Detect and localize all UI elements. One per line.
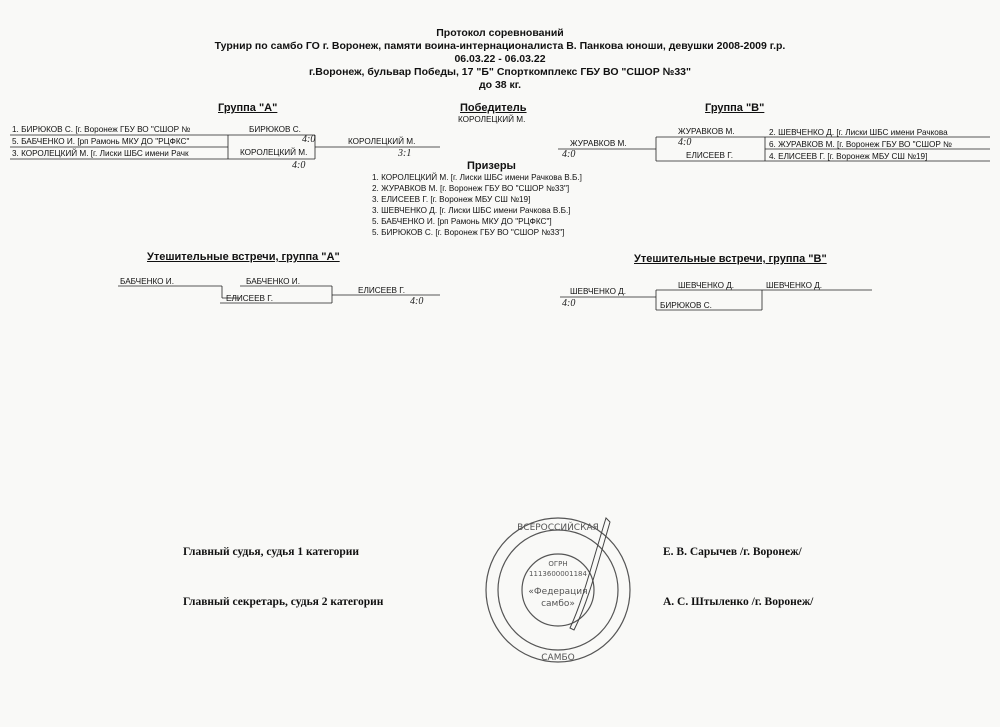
group-a-r1-winner-top: БИРЮКОВ С. bbox=[249, 125, 301, 134]
prize-3a: 3. ЕЛИСЕЕВ Г. [г. Воронеж МБУ СШ №19] bbox=[372, 195, 531, 204]
winner-name: КОРОЛЕЦКИЙ М. bbox=[458, 115, 526, 124]
chief-judge-role: Главный судья, судья 1 категории bbox=[183, 546, 359, 558]
consolation-b-score: 4:0 bbox=[562, 298, 576, 309]
group-b-final-score: 4:0 bbox=[562, 149, 576, 160]
consolation-a-score: 4:0 bbox=[410, 296, 424, 307]
group-a-final-score: 3:1 bbox=[398, 148, 412, 159]
group-b-final: ЖУРАВКОВ М. bbox=[570, 139, 627, 148]
group-a-r1-winner-bottom: КОРОЛЕЦКИЙ М. bbox=[240, 148, 308, 157]
dates: 06.03.22 - 06.03.22 bbox=[454, 53, 546, 65]
consolation-a-p1: БАБЧЕНКО И. bbox=[120, 277, 174, 286]
group-b-title: Группа "В" bbox=[705, 102, 765, 114]
group-a-r1-score-bottom: 4:0 bbox=[292, 160, 306, 171]
prizes-title: Призеры bbox=[467, 160, 516, 172]
prize-5a: 5. БАБЧЕНКО И. [рп Рамонь МКУ ДО "РЦФКС"] bbox=[372, 217, 552, 226]
group-a-title: Группа "А" bbox=[218, 102, 278, 114]
chief-secretary-role: Главный секретарь, судья 2 категорин bbox=[183, 596, 384, 608]
venue: г.Воронеж, бульвар Победы, 17 "Б" Спорткомплекс ГБУ ВО "СШОР №33" bbox=[309, 66, 691, 78]
weight-class: до 38 кг. bbox=[478, 79, 522, 91]
group-b-r1-winner-bottom: ЕЛИСЕЕВ Г. bbox=[686, 151, 733, 160]
svg-text:1113600001184: 1113600001184 bbox=[529, 570, 587, 578]
prize-5b: 5. БИРЮКОВ С. [г. Воронеж ГБУ ВО "СШОР №33"] bbox=[372, 228, 565, 237]
group-b-r1-winner-top: ЖУРАВКОВ М. bbox=[678, 127, 735, 136]
consolation-b-p1: ШЕВЧЕНКО Д. bbox=[570, 287, 627, 296]
svg-text:самбо»: самбо» bbox=[541, 599, 575, 609]
tournament-name: Турнир по самбо ГО г. Воронеж, памяти воина-интернационалиста В. Панкова юноши, девушки 2008-2009 г.р. bbox=[214, 40, 786, 52]
group-a-entry-1: 1. БИРЮКОВ С. [г. Воронеж ГБУ ВО "СШОР № bbox=[12, 125, 191, 134]
stamp-seal bbox=[478, 510, 638, 670]
consolation-a-final: ЕЛИСЕЕВ Г. bbox=[358, 286, 405, 295]
group-b-r1-score-top: 4:0 bbox=[678, 137, 692, 148]
consolation-a-p2: ЕЛИСЕЕВ Г. bbox=[226, 294, 273, 303]
protocol-title: Протокол соревнований bbox=[436, 27, 564, 39]
group-a-r1-score-top: 4:0 bbox=[302, 134, 316, 145]
consolation-a-title: Утешительные встречи, группа "А" bbox=[147, 251, 340, 263]
chief-secretary-name: А. С. Штыленко /г. Воронеж/ bbox=[663, 596, 814, 608]
group-b-entry-3: 4. ЕЛИСЕЕВ Г. [г. Воронеж МБУ СШ №19] bbox=[769, 152, 928, 161]
svg-text:САМБО: САМБО bbox=[541, 653, 575, 663]
prize-3b: 3. ШЕВЧЕНКО Д. [г. Лиски ШБС имени Рачкова В.Б.] bbox=[372, 206, 571, 215]
chief-judge-name: Е. В. Сарычев /г. Воронеж/ bbox=[663, 546, 802, 558]
consolation-a-w1: БАБЧЕНКО И. bbox=[246, 277, 300, 286]
svg-text:ОГРН: ОГРН bbox=[548, 560, 568, 568]
group-a-entry-3: 3. КОРОЛЕЦКИЙ М. [г. Лиски ШБС имени Рачк bbox=[12, 149, 189, 158]
winner-title: Победитель bbox=[460, 102, 527, 114]
svg-text:«Федерация: «Федерация bbox=[528, 587, 588, 597]
consolation-b-w1: ШЕВЧЕНКО Д. bbox=[678, 281, 735, 290]
consolation-b-title: Утешительные встречи, группа "В" bbox=[634, 253, 827, 265]
prize-1: 1. КОРОЛЕЦКИЙ М. [г. Лиски ШБС имени Рачкова В.Б.] bbox=[372, 173, 582, 182]
consolation-b-p2: БИРЮКОВ С. bbox=[660, 301, 712, 310]
group-a-entry-2: 5. БАБЧЕНКО И. [рп Рамонь МКУ ДО "РЦФКС" bbox=[12, 137, 190, 146]
prize-2: 2. ЖУРАВКОВ М. [г. Воронеж ГБУ ВО "СШОР №33"] bbox=[372, 184, 570, 193]
group-b-entry-1: 2. ШЕВЧЕНКО Д. [г. Лиски ШБС имени Рачкова bbox=[769, 128, 948, 137]
svg-text:ВСЕРОССИЙСКАЯ: ВСЕРОССИЙСКАЯ bbox=[517, 523, 599, 533]
consolation-b-final: ШЕВЧЕНКО Д. bbox=[766, 281, 823, 290]
group-b-entry-2: 6. ЖУРАВКОВ М. [г. Воронеж ГБУ ВО "СШОР № bbox=[769, 140, 952, 149]
group-a-final: КОРОЛЕЦКИЙ М. bbox=[348, 137, 416, 146]
